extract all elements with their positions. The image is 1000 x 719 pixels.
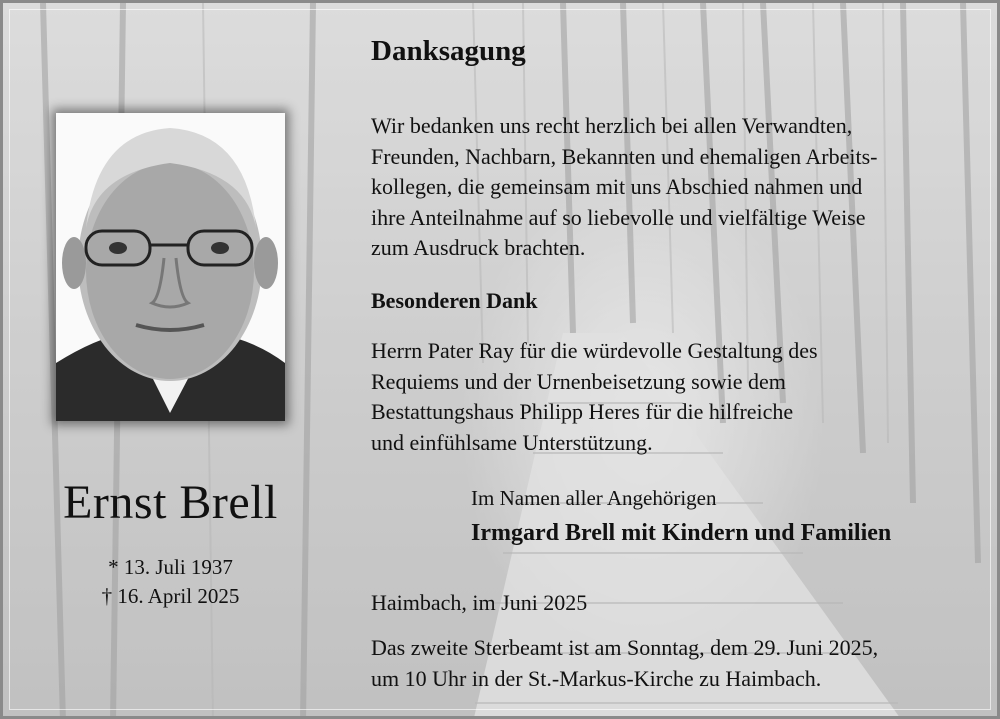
- place-date: Haimbach, im Juni 2025: [371, 590, 588, 615]
- text-line: um 10 Uhr in der St.-Markus-Kirche zu Haimbach.: [371, 665, 822, 691]
- special-thanks-paragraph: [371, 336, 981, 458]
- death-date: † 16. April 2025: [101, 584, 240, 608]
- birth-date: * 13. Juli 1937: [108, 555, 233, 579]
- thanks-paragraph: [371, 111, 981, 264]
- special-thanks-heading: Besonderen Dank: [371, 288, 538, 313]
- text-line: zum Ausdruck brachten.: [371, 235, 586, 260]
- text-line: Das zweite Sterbeamt ist am Sonntag, dem 29. Juni 2025,: [371, 635, 879, 660]
- text-line: kollegen, die gemeinsam mit uns Abschied nahmen und: [371, 174, 863, 199]
- portrait-image: [56, 113, 285, 421]
- signature-names: Irmgard Brell mit Kindern und Familien: [471, 520, 892, 546]
- portrait-photo: [56, 113, 285, 421]
- text-line: Requiems und der Urnenbeisetzung sowie dem: [371, 368, 786, 394]
- text-line: Wir bedanken uns recht herzlich bei allen Verwandten,: [371, 113, 853, 138]
- deceased-name: Ernst Brell: [63, 476, 278, 529]
- notice-title: Danksagung: [371, 35, 526, 67]
- text-line: Herrn Pater Ray für die würdevolle Gestaltung des: [371, 338, 818, 363]
- signature-intro: Im Namen aller Angehörigen: [471, 486, 717, 510]
- text-line: Bestattungshaus Philipp Heres für die hilfreiche: [371, 399, 794, 424]
- text-line: ihre Anteilnahme auf so liebevolle und vielfältige Weise: [371, 204, 866, 230]
- life-dates: [3, 553, 338, 611]
- text-line: Freunden, Nachbarn, Bekannten und ehemaligen Arbeits-: [371, 143, 878, 169]
- text-line: und einfühlsame Unterstützung.: [371, 429, 653, 455]
- mass-announcement: [371, 633, 981, 694]
